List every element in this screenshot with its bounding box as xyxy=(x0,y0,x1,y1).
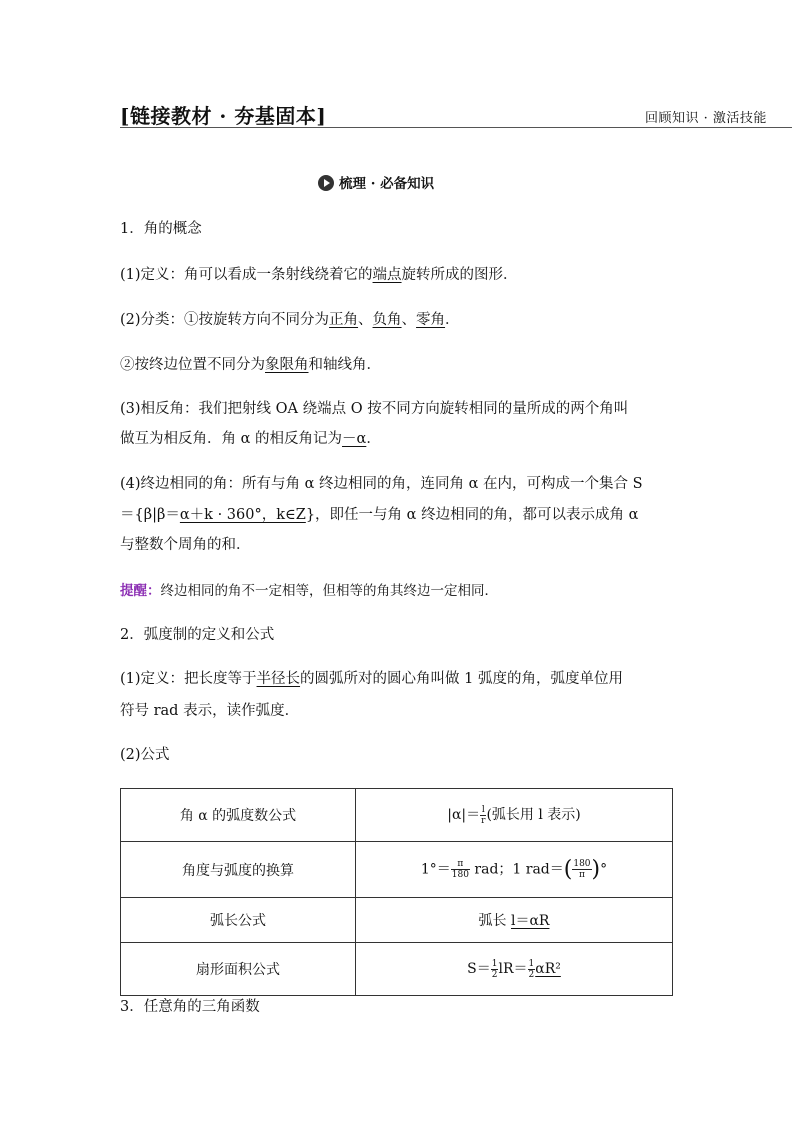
table-cell-label: 角 α 的弧度数公式 xyxy=(121,789,356,842)
para-coterminal-l1: (4)终边相同的角：所有与角 α 终边相同的角，连同角 α 在内，可构成一个集合 S xyxy=(120,476,643,492)
table-cell-formula: 1°＝ $\frac{\pi}{180}$ rad；1 rad＝( $\frac{180}{\pi}$ )° xyxy=(356,842,673,898)
formula-table xyxy=(120,788,673,996)
table-row xyxy=(121,943,673,996)
subsection-heading xyxy=(318,172,434,192)
table-cell-formula: 弧长 l＝αR xyxy=(356,898,673,943)
para-classification: (2)分类：①按旋转方向不同分为正角、负角、零角． xyxy=(120,312,460,328)
table-cell-label: 扇形面积公式 xyxy=(121,943,356,996)
para-opposite-angle-l1: (3)相反角：我们把射线 OA 绕端点 O 按不同方向旋转相同的量所成的两个角叫 xyxy=(120,401,629,417)
heading-radian: 2．弧度制的定义和公式 xyxy=(120,627,275,643)
table-cell-formula: S＝ $\frac{1}{2}$ lR＝ $\frac{1}{2}$ αR² xyxy=(356,943,673,996)
section-title: [链接教材 · 夯基固本] xyxy=(120,104,327,128)
para-definition: (1)定义：角可以看成一条射线绕着它的端点旋转所成的图形． xyxy=(120,267,518,283)
header-divider xyxy=(120,127,792,128)
subsection-heading-text: 梳理 · 必备知识 xyxy=(339,176,435,192)
para-formula-label: (2)公式 xyxy=(120,747,170,763)
para-radian-def-l1: (1)定义：把长度等于半径长的圆弧所对的圆心角叫做 1 弧度的角，弧度单位用 xyxy=(120,671,623,687)
table-cell-label: 角度与弧度的换算 xyxy=(121,842,356,898)
para-radian-def-l2: 符号 rad 表示，读作弧度． xyxy=(120,703,300,719)
heading-trig-functions: 3．任意角的三角函数 xyxy=(120,999,260,1015)
para-coterminal-l2: ＝{β|β＝α＋k · 360°，k∈Z}，即任一与角 α 终边相同的角，都可以表示成角 α xyxy=(120,507,639,523)
tip-note: 提醒：终边相同的角不一定相等，但相等的角其终边一定相同． xyxy=(120,583,498,599)
table-cell-label: 弧长公式 xyxy=(121,898,356,943)
table-row xyxy=(121,789,673,842)
para-classification-2: ②按终边位置不同分为象限角和轴线角． xyxy=(120,357,381,373)
heading-angle-concept: 1．角的概念 xyxy=(120,221,202,237)
table-row xyxy=(121,842,673,898)
table-cell-formula: |α|＝ $\frac{l}{r}$ (弧长用 l 表示) xyxy=(356,789,673,842)
play-circle-icon xyxy=(318,175,334,191)
section-subtitle: 回顾知识 · 激活技能 xyxy=(645,111,767,126)
para-coterminal-l3: 与整数个周角的和． xyxy=(120,537,251,553)
para-opposite-angle-l2: 做互为相反角．角 α 的相反角记为－α． xyxy=(120,431,381,447)
table-row xyxy=(121,898,673,943)
